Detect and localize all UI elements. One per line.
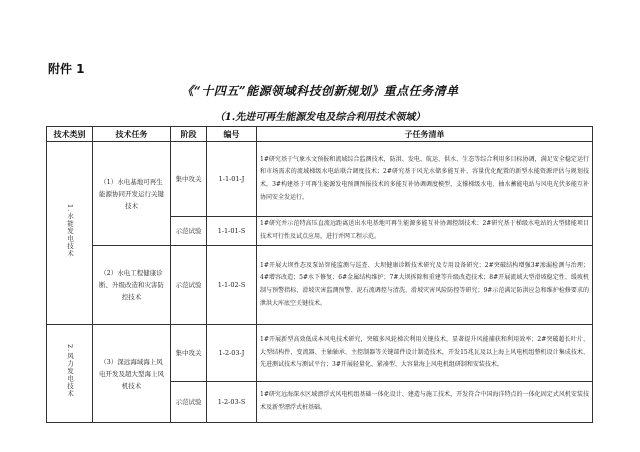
stage-cell: 示范试验: [171, 246, 207, 325]
subtask-list-cell: 1#研究并示范特高压直流远距离送出水电基地可再生能源多能互补协调控制技术；2#研究基于梯级水电站的大型储能项目技术可行性及试点应用，进行并网工程示范。: [257, 217, 593, 246]
table-row: [47, 246, 593, 325]
stage-cell: 集中攻关: [171, 142, 207, 217]
task-cell: （3）深远海域海上风电开发及超大型海上风机技术: [93, 325, 171, 423]
table-header-row: [47, 127, 593, 142]
subtask-list-cell: 1#研究远海深水区域漂浮式风电机组基础一体化设计、建造与施工技术，开发符合中国海洋特点的一体化固定式风机安装技术及新型漂浮式桩基础。: [257, 382, 593, 423]
header-stage: 阶段: [171, 127, 207, 142]
header-subtask-list: 子任务清单: [257, 127, 593, 142]
category-cell: [47, 142, 93, 325]
section-title: （1.先进可再生能源发电及综合利用技术领域）: [214, 112, 426, 123]
subtask-list-cell: 1#开展大坝性态及泵站智能监测与巡查、大坝健康诊断技术研究及专用设备研究；2#突破结构增强3#渗漏检测与治理；4#增容改造；5#水下修复；6#金属结构维护；7#大坝拆除和重建等升级改造技术；8#开展流域大型滑坡稳定性、缓坡机制与预警指标、滑坡灾害监测预警、泥石流调控与清洗、滑坡灾害风险防控等研究；9#示范满足防洪应急和维护检修要求的泄洪大库底空关键技术。: [257, 246, 593, 325]
attachment-label: 附件 1: [48, 62, 85, 76]
header-code: 编号: [207, 127, 257, 142]
task-cell: （1）水电基地可再生能源协同开发运行关键技术: [93, 142, 171, 246]
code-cell: 1-1-02-S: [207, 246, 257, 325]
category-label: 1.水能发电技术: [66, 203, 74, 257]
task-table: [46, 126, 593, 423]
table-row: [47, 142, 593, 217]
category-cell: [47, 325, 93, 423]
table-row: [47, 325, 593, 382]
code-cell: 1-2-03-S: [207, 382, 257, 423]
category-label: 2.风力发电技术: [66, 344, 74, 398]
document-title: 《“十四五”能源领域科技创新规划》重点任务清单: [181, 84, 459, 98]
task-cell: （2）水电工程健康诊断、升级改造和灾害防控技术: [93, 246, 171, 325]
stage-cell: 示范试验: [171, 217, 207, 246]
header-category: 技术类别: [47, 127, 93, 142]
code-cell: 1-1-01-S: [207, 217, 257, 246]
stage-cell: 集中攻关: [171, 325, 207, 382]
subtask-list-cell: 1#研究基于气象水文预报和流域综合监测技术，防洪、发电、航运、供水、生态等综合利用多目标协调，满足安全稳定运行和市场需求的流域梯级水电站联合调度技术；2#研究基于风光水储多能互补、容量优化配置的新型水能资源评估与规划技术，3#构建基于可再生能源发电预测预报技术的多能互补协调调度模型，支撑梯级水电、抽水蓄能电站与风电光伏多能互补协同安全发运行。: [257, 142, 593, 217]
header-task: 技术任务: [93, 127, 171, 142]
code-cell: 1-2-03-J: [207, 325, 257, 382]
subtask-list-cell: 1#开展新型高效低成本风电技术研究，突破多风轮梯次利用关键技术，显著提升风能捕获和利用效率；2#突破超长叶片、大型结构件、变流器、主轴轴承、主控制器等关键部件设计制造技术，开发15兆瓦及以上海上风电机组整机设计集成技术、先进测试技术与测试平台；3#开展轻量化、紧凑型、大容量海上风电机组研制和安装技术。: [257, 325, 593, 382]
stage-cell: 示范试验: [171, 382, 207, 423]
code-cell: 1-1-01-J: [207, 142, 257, 217]
